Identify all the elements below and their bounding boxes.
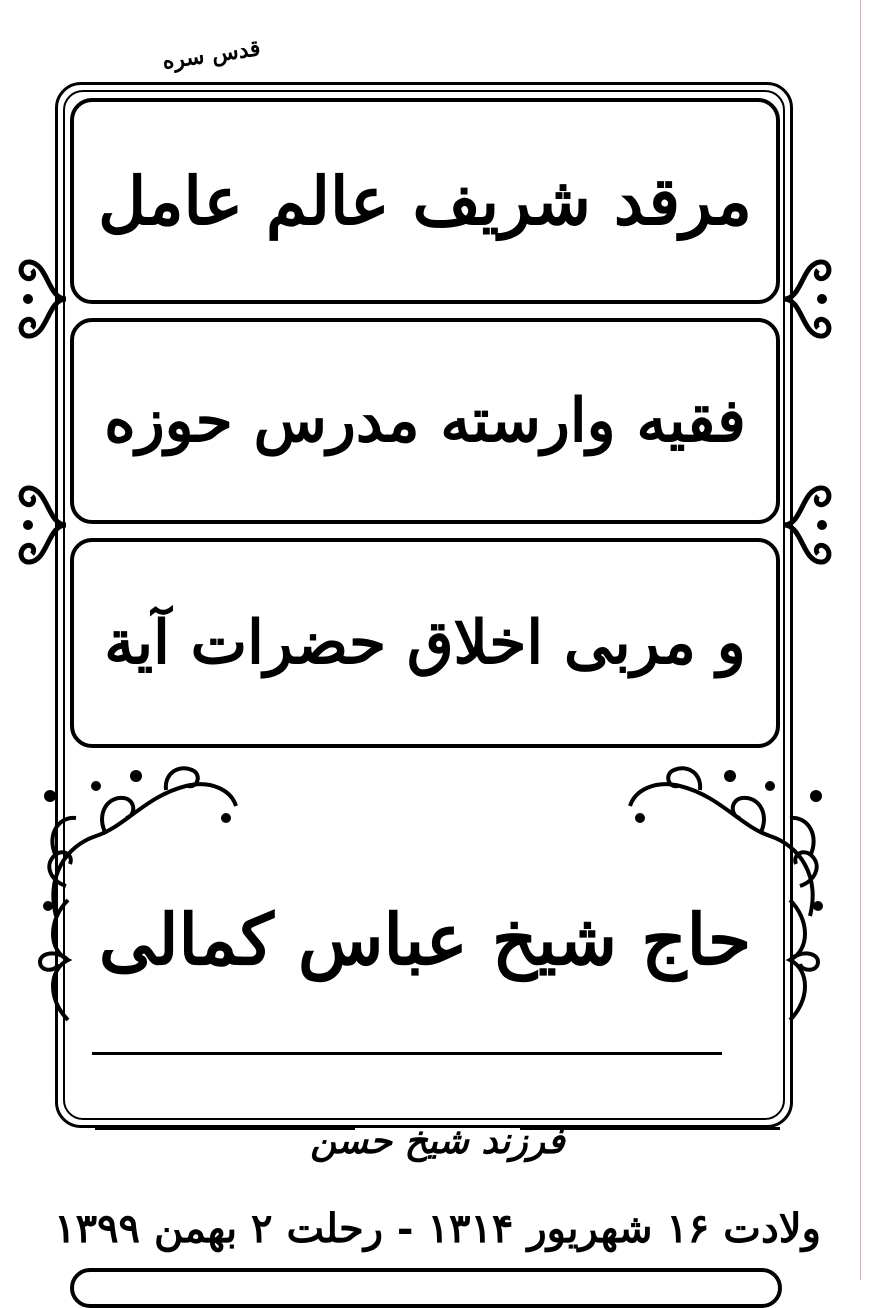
honorific-text: قدس سره — [160, 35, 263, 75]
right-ornament-top — [782, 244, 832, 354]
deceased-name-area — [70, 790, 780, 1090]
right-ornament-bottom — [782, 470, 832, 580]
title-line-3: و مربی اخلاق حضرات آیة — [104, 608, 746, 678]
name-underline — [92, 1052, 722, 1055]
bottom-frame-edge — [70, 1268, 782, 1308]
left-ornament-bottom — [18, 470, 68, 580]
title-line-1: مرقد شریف عالم عامل — [98, 161, 752, 240]
son-of-text: فرزند شیخ حسن — [310, 1120, 565, 1162]
deceased-name: حاج شیخ عباس کمالی — [98, 898, 752, 982]
title-line-2: فقیه وارسته مدرس حوزه — [104, 386, 746, 456]
title-panel-2 — [70, 318, 780, 524]
title-panel-3 — [70, 538, 780, 748]
page-edge-line — [860, 0, 861, 1280]
title-panel-1 — [70, 98, 780, 304]
dates-text: ولادت ۱۶ شهریور ۱۳۱۴ - رحلت ۲ بهمن ۱۳۹۹ — [54, 1205, 821, 1252]
left-ornament-top — [18, 244, 68, 354]
